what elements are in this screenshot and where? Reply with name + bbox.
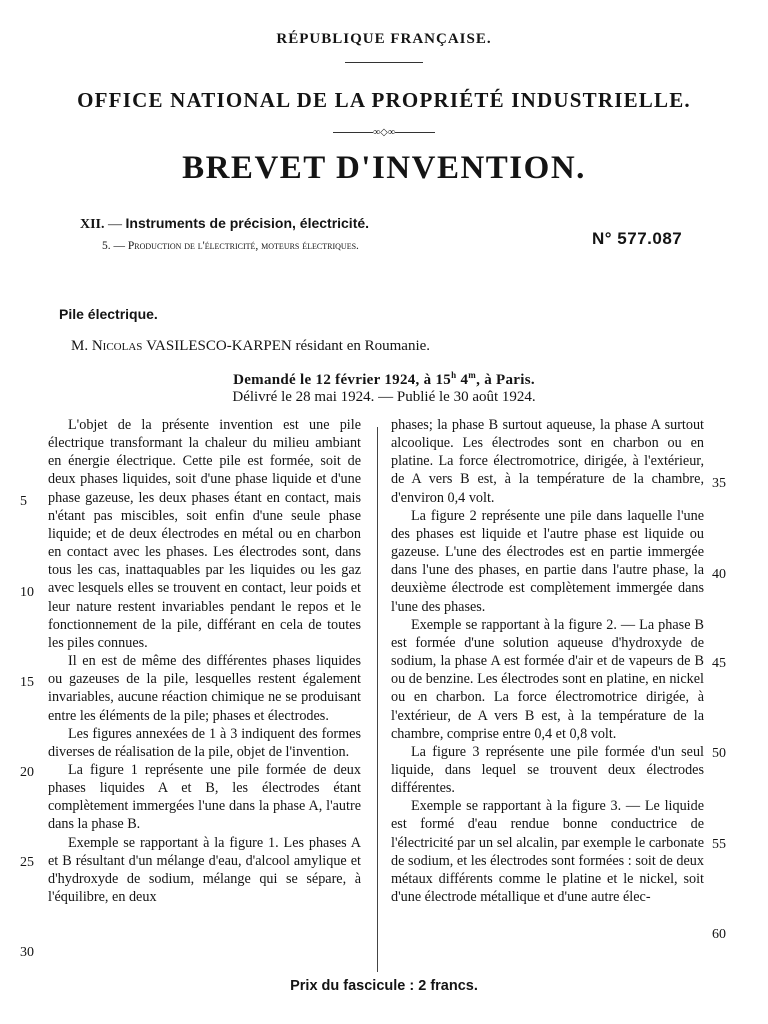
paragraph: La figure 1 représente une pile formée de deux phases liquides A et B, les électrodes étant complètement immergées l'une dans la phase A, l'autre dans la phase B. <box>48 761 361 833</box>
line-number: 35 <box>712 476 726 491</box>
paragraph: La figure 3 représente une pile formée d'un seul liquide, dans lequel se trouvent deux électrodes différentes. <box>391 743 704 797</box>
office-heading: OFFICE NATIONAL DE LA PROPRIÉTÉ INDUSTRIELLE. <box>77 88 691 112</box>
inventor-name: VASILESCO-KARPEN <box>146 338 292 354</box>
group-dash: — <box>104 217 126 232</box>
subgroup-number: 5. <box>102 240 111 252</box>
republique-heading: RÉPUBLIQUE FRANÇAISE. <box>276 31 492 47</box>
line-number: 40 <box>712 567 726 582</box>
paragraph: Exemple se rapportant à la figure 1. Les phases A et B résultant d'un mélange d'eau, d'alcool amylique et d'hydroxyde de sodium, mélange qui se sépare, à l'équilibre, en deux <box>48 834 361 906</box>
paragraph: Exemple se rapportant à la figure 2. — La phase B est formée d'une solution aqueuse d'hydroxyde de sodium, la phase A est formée d'air et de vapeurs de B ou de benzine. Les électrodes sont en platine, en nickel ou en charbon. La force électromotrice dirigée, à l'extérieur, de A vers B est, à la température de la chambre, comprise entre 0,4 et 0,8 volt. <box>391 616 704 742</box>
group-name: Instruments de précision, électricité. <box>125 215 370 231</box>
text-column-left <box>48 416 361 906</box>
document-title: BREVET D'INVENTION. <box>182 150 586 186</box>
paragraph: La figure 2 représente une pile dans laquelle l'une des phases est liquide et l'autre phase est liquide ou gazeuse. L'une des électrodes est en partie immergée dans l'une des phases, en partie dans l'autre phase, la deuxième électrode est complètement immergée dans l'une des phases. <box>391 507 704 615</box>
line-number: 20 <box>20 765 34 780</box>
column-divider <box>377 427 378 972</box>
inventor-prefix: M. Nicolas <box>71 338 147 354</box>
paragraph: Il en est de même des différentes phases liquides ou gazeuses de la pile, lesquelles restent également invariables, aucune réaction chimique ne se produisant entre les éléments de la pile; phases et électrodes. <box>48 653 361 724</box>
patent-subject: Pile électrique. <box>59 306 158 322</box>
price-footer: Prix du fascicule : 2 francs. <box>290 978 478 994</box>
paragraph: Exemple se rapportant à la figure 3. — Le liquide est formé d'eau rendue bonne conductrice de l'électricité par un sel alcalin, par exemple le carbonate de sodium, et les électrodes sont formées : soit de deux métaux différents comme le platine et le nickel, soit d'une électrode métallique et d'une autre élec- <box>391 798 704 906</box>
application-date: Demandé le 12 février 1924, à 15$^h$ 4$^m$, à Paris. <box>233 370 535 388</box>
inventor-residence: résidant en Roumanie. <box>291 338 431 354</box>
patent-number: N° 577.087 <box>592 229 683 248</box>
line-number: 50 <box>712 746 726 761</box>
line-number: 5 <box>20 494 27 509</box>
line-number: 55 <box>712 837 726 852</box>
paragraph: L'objet de la présente invention est une pile électrique transformant la chaleur du milieu ambiant en énergie électrique. Cette pile est formée, soit de deux phases liquides, soit d'une phase liquide et d'une phase gazeuse, les deux phases étant en contact, mais n'étant pas miscibles, soit enfin d'une seule phase liquide; et de deux électrodes en métal ou en charbon en contact avec les phases. Les électrodes sont, dans tous les cas, inattaquables par les liquides ou les gaz avec lesquels elles se trouvent en contact, leur poids et leur nature restent invariables pendant le repos et le fonctionnement de la pile, différant en cela de toutes les piles connues. <box>48 417 361 651</box>
delivery-publication-date: Délivré le 28 mai 1924. — Publié le 30 août 1924. <box>232 389 536 405</box>
heading-rule <box>345 62 423 63</box>
classification-subgroup <box>102 240 359 252</box>
subgroup-dash: — <box>110 240 128 252</box>
line-number: 30 <box>20 945 34 960</box>
line-number: 45 <box>712 656 726 671</box>
ornament-glyph: ∞◇∞ <box>373 127 395 138</box>
line-number: 60 <box>712 927 726 942</box>
group-number: XII. <box>80 217 105 232</box>
line-number: 15 <box>20 675 34 690</box>
paragraph: phases; la phase B surtout aqueuse, la phase A surtout alcoolique. Les électrodes sont en charbon ou en platine. La force électromotrice, dirigée, à l'extérieur, de A vers B est, à la température de la chambre, d'environ 0,4 volt. <box>391 417 704 506</box>
line-number: 25 <box>20 855 34 870</box>
text-column-right <box>391 416 704 906</box>
paragraph: Les figures annexées de 1 à 3 indiquent des formes diverses de réalisation de la pile, objet de l'invention. <box>48 725 361 760</box>
subgroup-name: Production de l'électricité, moteurs électriques. <box>127 240 359 252</box>
line-number: 10 <box>20 585 34 600</box>
classification-group <box>80 215 369 233</box>
inventor-line <box>71 338 430 355</box>
ornament-rule <box>0 128 768 138</box>
